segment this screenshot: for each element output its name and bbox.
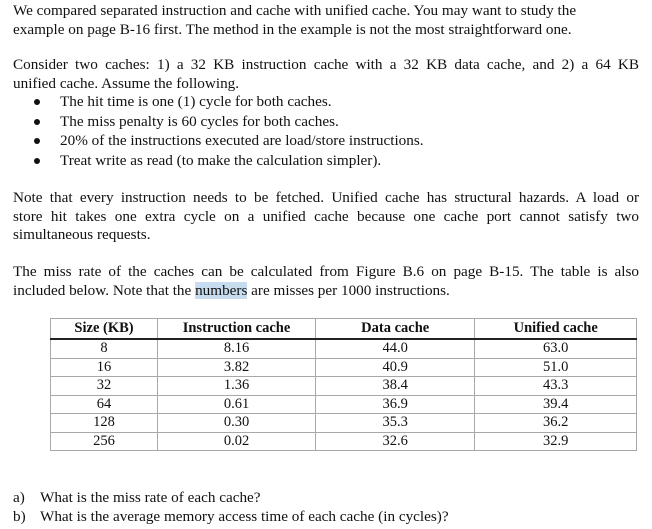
consider-line-1: Consider two caches: 1) a 32 KB instruction cache with a 32 KB data cache, and 2) a 64 KB	[13, 56, 639, 73]
question-text: What is the miss rate of each cache?	[40, 489, 261, 506]
miss-rate-line-1: The miss rate of the caches can be calculated from Figure B.6 on page B-15. The table is also	[13, 263, 639, 280]
header-instruction-cache: Instruction cache	[158, 319, 316, 340]
cell-unified: 39.4	[475, 395, 637, 414]
cell-unified: 51.0	[475, 358, 637, 377]
miss-rate-line-2: included below. Note that the numbers are misses per 1000 instructions.	[13, 281, 450, 299]
miss-rate-table	[50, 318, 637, 451]
cell-data: 35.3	[315, 414, 474, 433]
bullet-icon	[34, 99, 40, 105]
question-text: What is the average memory access time of each cache (in cycles)?	[40, 508, 449, 525]
bullet-icon	[34, 119, 40, 125]
highlighted-word: numbers	[195, 281, 248, 299]
header-size: Size (KB)	[51, 319, 158, 340]
question-marker: a)	[13, 489, 25, 506]
cell-size: 64	[51, 395, 158, 414]
question-item	[13, 508, 449, 527]
assumption-item: The miss penalty is 60 cycles for both caches.	[34, 113, 424, 133]
cell-data: 32.6	[315, 432, 474, 451]
table-header-row	[51, 319, 637, 340]
consider-line-2: unified cache. Assume the following.	[13, 74, 240, 92]
table-row	[51, 414, 637, 433]
miss-rate-paragraph	[13, 263, 639, 300]
cell-data: 38.4	[315, 377, 474, 396]
cell-size: 256	[51, 432, 158, 451]
note-line-3: simultaneous requests.	[13, 226, 151, 243]
question-list	[13, 489, 449, 527]
cell-data: 36.9	[315, 395, 474, 414]
question-marker: b)	[13, 508, 26, 525]
cell-size: 32	[51, 377, 158, 396]
assumption-list	[34, 93, 424, 171]
cell-unified: 43.3	[475, 377, 637, 396]
cell-unified: 36.2	[475, 414, 637, 433]
cell-instruction: 0.02	[158, 432, 316, 451]
cell-unified: 32.9	[475, 432, 637, 451]
table-row	[51, 395, 637, 414]
bullet-icon	[34, 138, 40, 144]
consider-paragraph	[13, 56, 639, 93]
table-row	[51, 432, 637, 451]
cell-size: 8	[51, 339, 158, 358]
note-line-1: Note that every instruction needs to be fetched. Unified cache has structural hazards. A load or	[13, 189, 639, 206]
cell-unified: 63.0	[475, 339, 637, 358]
cell-instruction: 8.16	[158, 339, 316, 358]
bullet-icon	[34, 158, 40, 164]
table-row	[51, 377, 637, 396]
intro-line-1: We compared separated instruction and cache with unified cache. You may want to study the	[13, 2, 577, 19]
intro-line-2: example on page B-16 first. The method in the example is not the most straightforward one.	[13, 20, 572, 38]
assumption-item: 20% of the instructions executed are load/store instructions.	[34, 132, 424, 152]
cell-instruction: 1.36	[158, 377, 316, 396]
header-data-cache: Data cache	[315, 319, 474, 340]
cell-data: 44.0	[315, 339, 474, 358]
question-item	[13, 489, 449, 508]
note-paragraph	[13, 189, 639, 245]
cell-size: 16	[51, 358, 158, 377]
table-row	[51, 358, 637, 377]
assumption-item: The hit time is one (1) cycle for both caches.	[34, 93, 424, 113]
cell-instruction: 0.61	[158, 395, 316, 414]
table-row	[51, 339, 637, 358]
cell-data: 40.9	[315, 358, 474, 377]
cell-instruction: 0.30	[158, 414, 316, 433]
cell-size: 128	[51, 414, 158, 433]
note-line-2: store hit takes one extra cycle on a unified cache because one cache port cannot satisfy two	[13, 207, 639, 225]
assumption-item: Treat write as read (to make the calculation simpler).	[34, 152, 424, 172]
intro-paragraph	[13, 2, 639, 39]
header-unified-cache: Unified cache	[475, 319, 637, 340]
cell-instruction: 3.82	[158, 358, 316, 377]
